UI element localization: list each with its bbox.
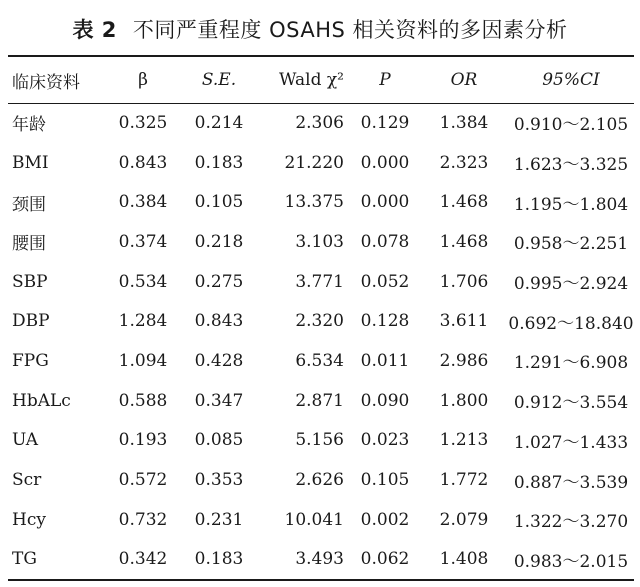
table-row (8, 262, 634, 302)
cell-se: 0.105 (194, 192, 244, 213)
cell-ci: 0.912～3.554 (513, 393, 629, 414)
cell-p: 0.062 (360, 549, 410, 570)
cell-item: 腰围 (12, 234, 46, 255)
cell-item: DBP (12, 311, 50, 332)
cell-p: 0.128 (360, 311, 410, 332)
cell-beta: 1.284 (118, 311, 168, 332)
cell-p: 0.002 (360, 509, 410, 530)
cell-beta: 1.094 (118, 350, 168, 371)
table-row (8, 222, 634, 262)
cell-p: 0.000 (360, 152, 410, 173)
cell-beta: 0.374 (118, 231, 168, 252)
cell-wald: 3.771 (295, 271, 344, 292)
cell-ci: 1.322～3.270 (513, 512, 629, 533)
cell-item: 年龄 (12, 115, 46, 136)
table-row (8, 341, 634, 381)
cell-or: 1.468 (439, 192, 489, 213)
cell-ci: 1.195～1.804 (513, 194, 629, 215)
cell-wald: 21.220 (284, 152, 344, 173)
table-row (8, 103, 634, 143)
cell-se: 0.218 (194, 231, 244, 252)
cell-beta: 0.193 (118, 430, 168, 451)
cell-item: SBP (12, 271, 48, 292)
col-header-p: P (379, 70, 391, 90)
regression-table (8, 57, 634, 579)
cell-p: 0.078 (360, 231, 410, 252)
cell-ci: 1.291～6.908 (513, 353, 629, 374)
cell-item: TG (12, 549, 37, 570)
cell-se: 0.183 (194, 549, 244, 570)
cell-or: 1.772 (439, 470, 489, 491)
cell-wald: 3.493 (295, 549, 344, 570)
table-row (8, 143, 634, 183)
cell-wald: 13.375 (284, 192, 344, 213)
cell-or: 2.986 (439, 350, 489, 371)
cell-ci: 0.995～2.924 (513, 274, 629, 295)
cell-wald: 2.871 (295, 390, 344, 411)
cell-beta: 0.342 (118, 549, 168, 570)
cell-se: 0.183 (194, 152, 244, 173)
cell-beta: 0.732 (118, 509, 168, 530)
table-body (8, 103, 634, 579)
cell-beta: 0.534 (118, 271, 168, 292)
cell-p: 0.129 (360, 112, 410, 133)
cell-se: 0.214 (194, 112, 244, 133)
table-caption (0, 14, 640, 44)
cell-beta: 0.843 (118, 152, 168, 173)
cell-wald: 10.041 (284, 509, 344, 530)
table-title: 不同严重程度 OSAHS 相关资料的多因素分析 (132, 18, 568, 42)
table-row (8, 421, 634, 461)
cell-or: 2.323 (439, 152, 489, 173)
table-row (8, 301, 634, 341)
cell-se: 0.231 (194, 509, 244, 530)
cell-se: 0.428 (194, 350, 244, 371)
cell-ci: 0.910～2.105 (513, 115, 629, 136)
table-row (8, 460, 634, 500)
cell-item: Hcy (12, 509, 46, 530)
table-row (8, 500, 634, 540)
cell-ci: 1.623～3.325 (513, 155, 629, 176)
cell-or: 3.611 (439, 311, 489, 332)
cell-ci: 0.958～2.251 (513, 234, 629, 255)
cell-se: 0.085 (194, 430, 244, 451)
cell-se: 0.275 (194, 271, 244, 292)
cell-ci: 0.983～2.015 (513, 551, 629, 572)
cell-or: 1.468 (439, 231, 489, 252)
table-row (8, 540, 634, 580)
cell-p: 0.090 (360, 390, 410, 411)
cell-p: 0.011 (360, 350, 410, 371)
cell-item: UA (12, 430, 39, 451)
cell-item: HbALc (12, 390, 71, 411)
col-header-wald: Wald χ² (279, 70, 344, 90)
cell-item: Scr (12, 470, 42, 491)
cell-or: 1.213 (439, 430, 489, 451)
cell-ci: 0.887～3.539 (513, 472, 629, 493)
cell-se: 0.843 (194, 311, 244, 332)
cell-beta: 0.384 (118, 192, 168, 213)
col-header-se: S.E. (201, 70, 237, 90)
cell-or: 1.408 (439, 549, 489, 570)
cell-se: 0.347 (194, 390, 244, 411)
cell-ci: 0.692～18.840 (508, 313, 634, 334)
cell-or: 2.079 (439, 509, 489, 530)
cell-or: 1.384 (439, 112, 489, 133)
table-number: 表 2 (72, 18, 117, 42)
table-row (8, 182, 634, 222)
col-header-ci: 95%CI (542, 70, 600, 90)
cell-wald: 6.534 (295, 350, 344, 371)
col-header-beta: β (138, 70, 148, 90)
cell-wald: 2.626 (295, 470, 344, 491)
cell-item: BMI (12, 152, 49, 173)
cell-p: 0.023 (360, 430, 410, 451)
bottom-rule (8, 579, 634, 581)
cell-beta: 0.325 (118, 112, 168, 133)
cell-wald: 2.320 (295, 311, 344, 332)
cell-or: 1.706 (439, 271, 489, 292)
cell-p: 0.000 (360, 192, 410, 213)
table-row (8, 381, 634, 421)
cell-wald: 3.103 (295, 231, 344, 252)
cell-p: 0.052 (360, 271, 410, 292)
cell-se: 0.353 (194, 470, 244, 491)
cell-item: FPG (12, 350, 49, 371)
col-header-or: OR (450, 70, 478, 90)
cell-p: 0.105 (360, 470, 410, 491)
col-header-item: 临床资料 (12, 72, 80, 93)
cell-wald: 5.156 (295, 430, 344, 451)
cell-wald: 2.306 (295, 112, 344, 133)
cell-beta: 0.572 (118, 470, 168, 491)
cell-or: 1.800 (439, 390, 489, 411)
cell-item: 颈围 (12, 194, 46, 215)
header-row (8, 57, 634, 103)
cell-beta: 0.588 (118, 390, 168, 411)
cell-ci: 1.027～1.433 (513, 432, 629, 453)
